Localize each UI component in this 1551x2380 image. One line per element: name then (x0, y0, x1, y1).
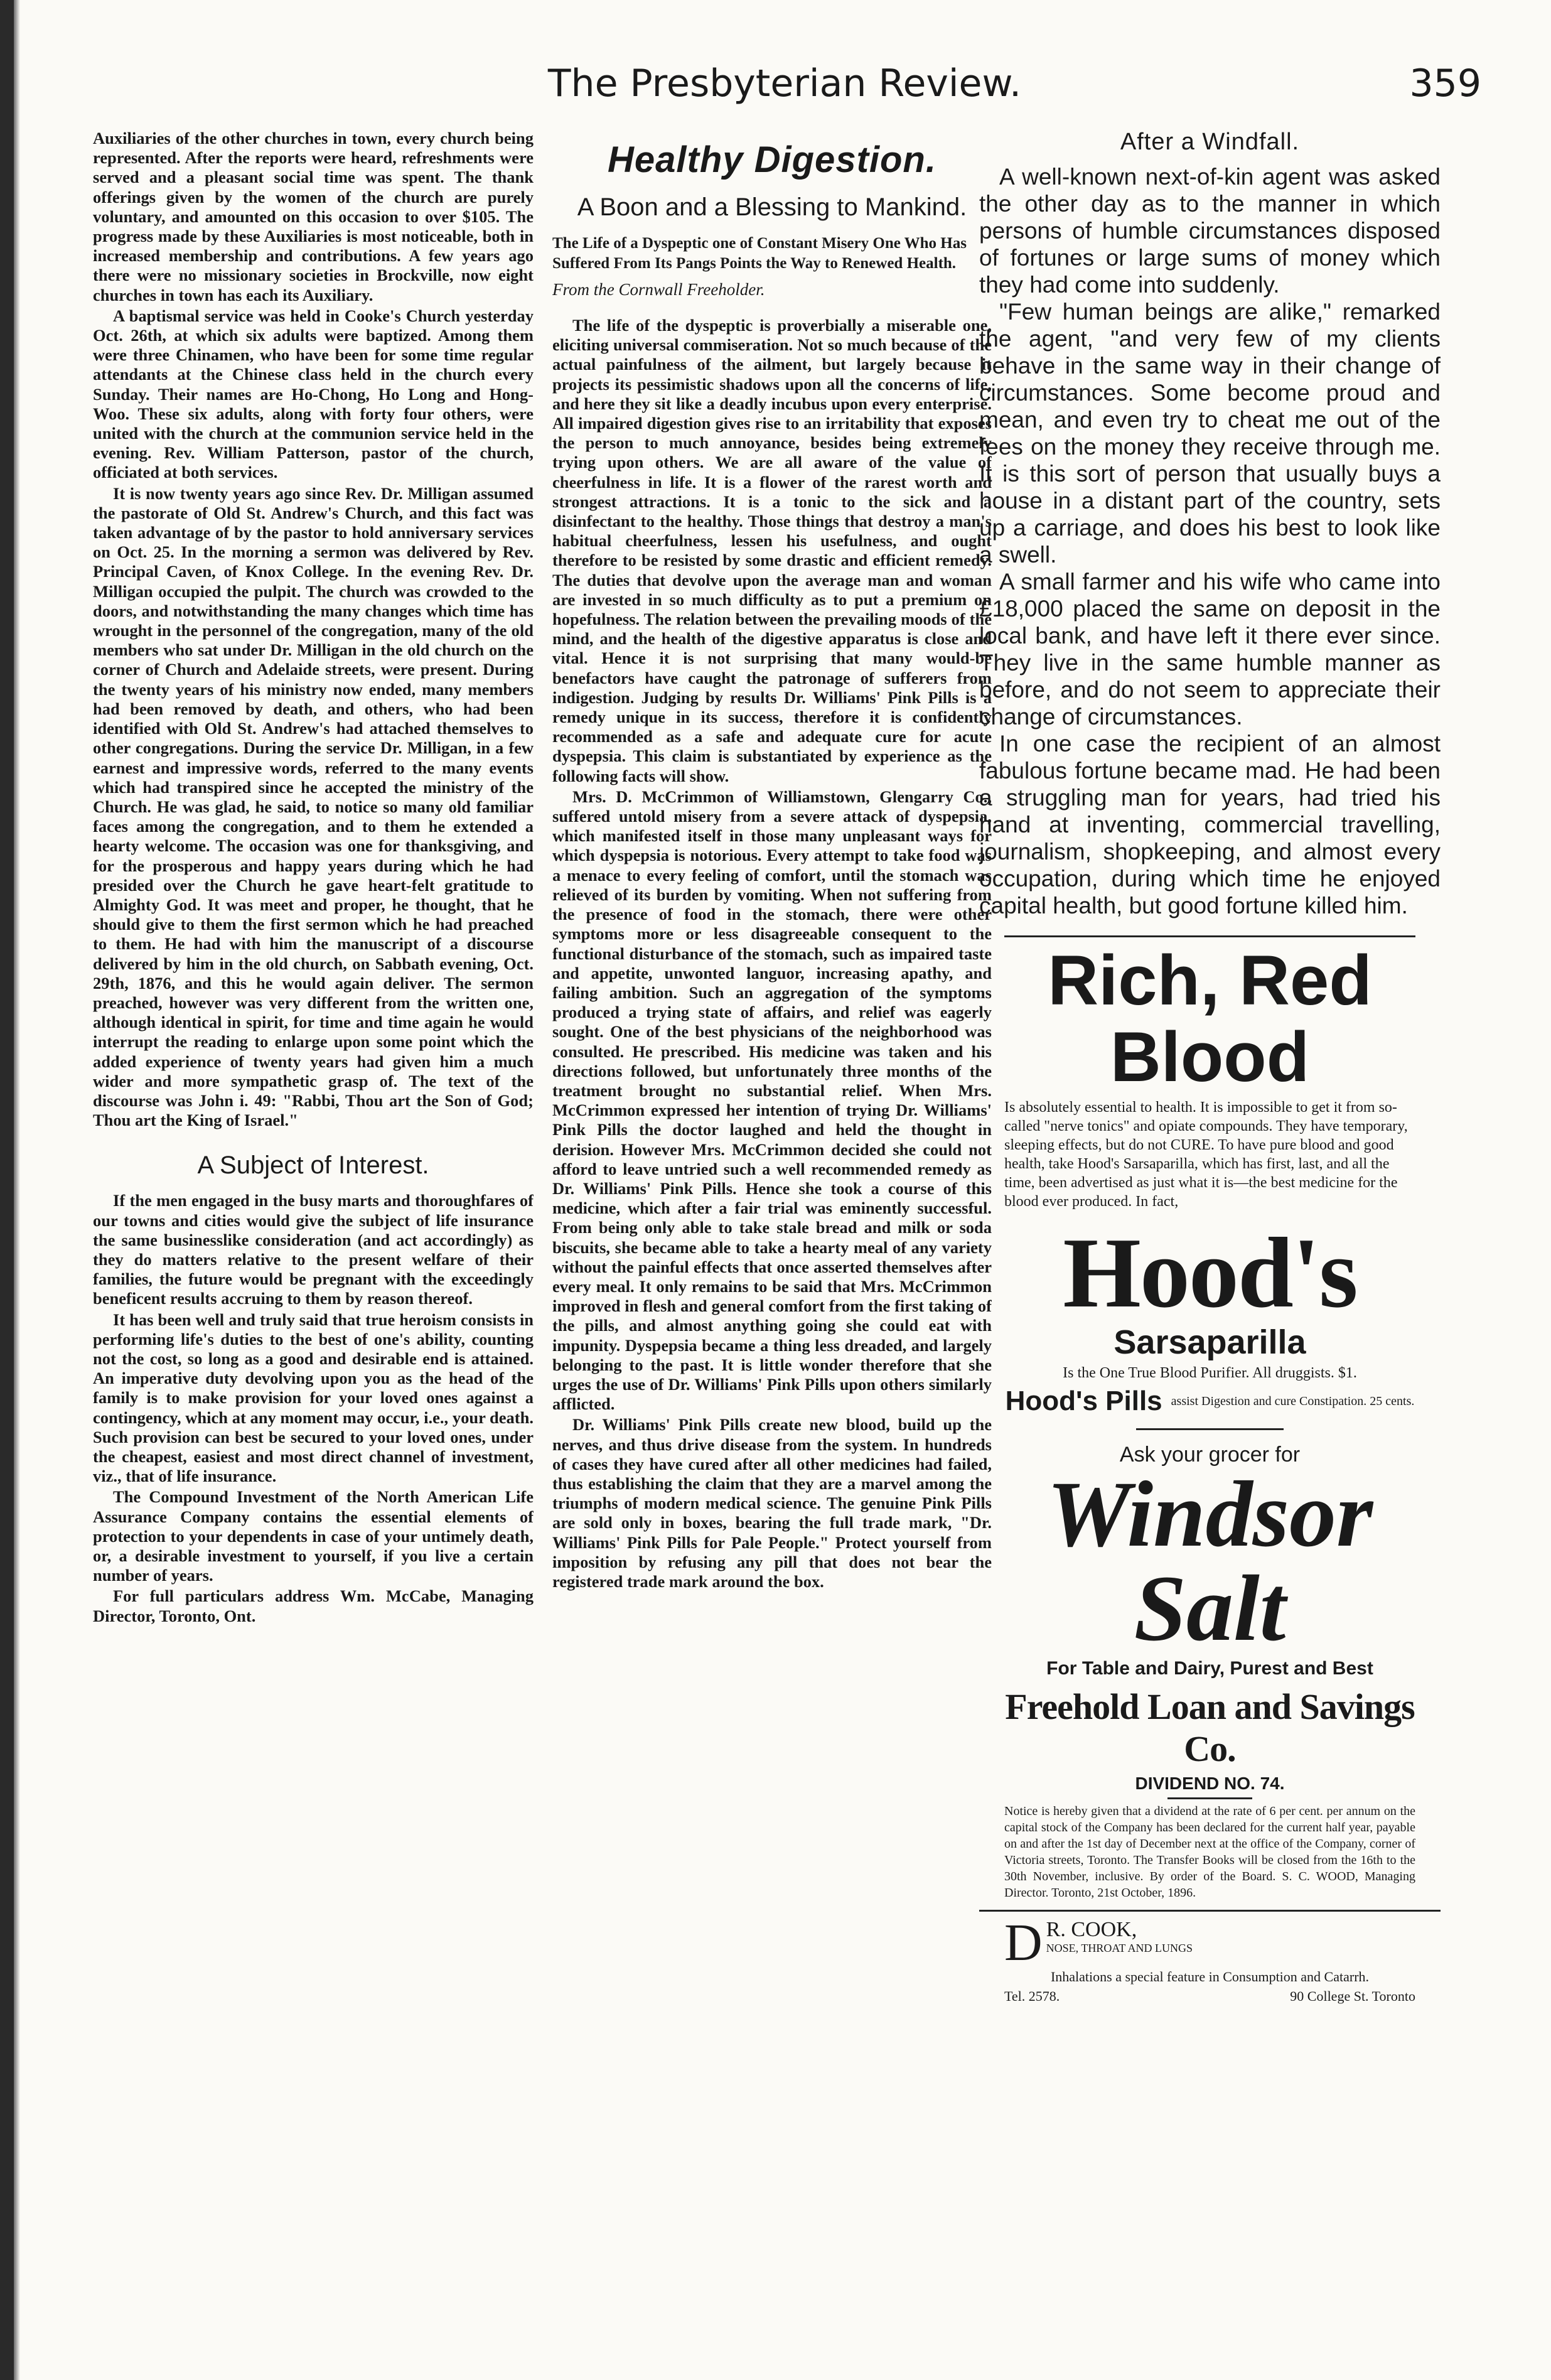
hoods-ad-body: Is absolutely essential to health. It is impossible to get it from so-called "nerve tonics" and opiate compounds. They have temporary, sleeping effects, but do not CURE. To have pure blood and good health, take Hood's Sarsaparilla, which has first, last, and all the time, been advertised as just what it is—the best medicine for the blood ever produced. In fact, (1004, 1099, 1408, 1210)
hoods-pills-row (979, 1386, 1441, 1417)
hoods-advertisement (979, 941, 1441, 1417)
dr-cook-address: 90 College St. Toronto (1290, 1988, 1415, 2004)
column-3 (979, 129, 1441, 2332)
milligan-paragraph: It is now twenty years ago since Rev. Dr. Milligan assumed the pastorate of Old St. Andrew's Church, and this fact was taken advantage of by the pastor to hold anniversary services on Oct. 25. In the morning a sermon was delivered by Rev. Principal Caven, of Knox College. In the evening Rev. Dr. Milligan occupied the pulpit. The church was crowded to the doors, and notwithstanding the many changes which time has wrought in the personnel of the congregation, many of the old members who sat under Dr. Milligan in the old church on the corner of Church and Adelaide streets, were present. During the twenty years of his ministry now ended, many members had been removed by death, and others, who had been identified with Old St. Andrew's had attached themselves to other congregations. During the service Dr. Milligan, in a few earnest and impressive words, referred to the many events which had transpired since he accepted the ministry of the Church. He was glad, he said, to notice so many old familiar faces among the congregation, and to them he extended a hearty welcome. The occasion was one for thanksgiving, and for the prosperous and happy years during which he had presided over the Church he gave heart-felt gratitude to Almighty God. It was meet and proper, he thought, that he should give to them the first sermon which he had preached to them. He had with him the manuscript of a discourse delivered by him in the old church, on Sabbath evening, Oct. 29th, 1876, and this he would again deliver. The sermon preached, however was very different from the written one, although identical in spirit, for time and time again he would interrupt the reading to enlarge upon some point which the added experience of twenty years had given him a much wider and more sympathetic grasp of. The text of the discourse was John i. 49: "Rabbi, Thou art the Son of God; Thou art the King of Israel." (93, 483, 534, 1130)
blood-headline: Blood (1110, 1018, 1310, 1096)
dr-cook-initial: D (1004, 1914, 1043, 1972)
dr-cook-phone: Tel. 2578. (1004, 1988, 1060, 2004)
windfall-paragraph-3: A small farmer and his wife who came into £18,000 placed the same on deposit in the local bank, and have left it there ever since. They live in the same humble manner as before, and do not seem to appreciate their change of circumstances. (979, 569, 1441, 730)
binding-shadow (14, 0, 20, 2380)
dr-cook-header (1004, 1914, 1415, 1972)
windfall-paragraph-1: A well-known next-of-kin agent was asked the other day as to the manner in which persons of humble circumstances disposed of fortunes or large sums of money which they had come into suddenly. (979, 164, 1441, 298)
freehold-advertisement (979, 1686, 1441, 1912)
hoods-tagline: Is the One True Blood Purifier. All druggists. $1. (1063, 1365, 1357, 1381)
subject-of-interest-heading: A Subject of Interest. (197, 1151, 429, 1180)
boon-subheadline: A Boon and a Blessing to Mankind. (577, 193, 967, 221)
after-a-windfall-heading: After a Windfall. (1120, 129, 1300, 155)
windsor-salt-logo: Windsor Salt (1046, 1462, 1373, 1661)
dr-cook-specialty: NOSE, THROAT AND LUNGS (1046, 1942, 1193, 1954)
heroism-paragraph: It has been well and truly said that true heroism consists in performing life's duties to the best of one's ability, counting not the cost, so long as a good and desirable end is attained. An imperative duty devolving upon you as the head of the family is to make provision for your loved ones against a contingency, which at any moment may occur, i.e., your death. Such provision can best be secured to your loved ones, under the cheapest, easiest and most direct channel of investment, viz., that of life insurance. (93, 1310, 534, 1486)
hoods-pills-label: Hood's Pills (1005, 1386, 1162, 1416)
windfall-paragraph-4: In one case the recipient of an almost fabulous fortune became mad. He had been a struggling man for years, had tried his hand at inventing, commercial travelling, journalism, shopkeeping, and almost every occupation, during which time he enjoyed capital health, but good fortune killed him. (979, 731, 1441, 918)
dyspeptic-paragraph: The life of the dyspeptic is proverbially a miserable one, eliciting universal commiseration. Not so much because of the actual painfulness of the ailment, but largely because it projects its pessimistic shadows upon all the concerns of life, and here they sit like a deadly incubus upon every enterprise. All impaired digestion gives rise to an irritability that exposes the person to much annoyance, besides being extremely trying upon others. We are all aware of the value of cheerfulness in life. It is a flower of the rarest worth and strongest attractions. It is a tonic to the sick and a disinfectant to the healthy. Those things that destroy a man's habitual cheerfulness, lessen his usefulness, and ought therefore to be resisted by some drastic and efficient remedy. The duties that devolve upon the average man and woman are invested in so much difficulty as to put a premium on hopefulness. The relation between the prevailing moods of the mind, and the health of the digestive apparatus is close and vital. Hence it is not surprising that many would-be benefactors have caught the patronage of sufferers from indigestion. Judging by results Dr. Williams' Pink Pills is a remedy unique in its success, therefore it is confidently recommended as a safe and adequate cure for acute dyspepsia. This claim is substantiated by experience as the following facts will show. (552, 316, 992, 785)
compound-investment-paragraph: The Compound Investment of the North American Life Assurance Company contains the essential elements of protection to your dependents in case of your untimely death, or, a desirable investment to yourself, if you live a certain number of years. (93, 1487, 534, 1585)
dr-cook-name: R. COOK, (1046, 1918, 1137, 1941)
column-1 (93, 129, 534, 2332)
baptismal-paragraph: A baptismal service was held in Cooke's Church yesterday Oct. 26th, at which six adults were baptized. Among them were three Chinamen, who have been for some time regular attendants at the Chinese class held in the church every Sunday. Their names are Ho-Chong, Ho Long and Hong-Woo. These six adults, along with forty four others, were united with the church at the communion service held in the evening. Rev. William Patterson, pastor of the church, officiated at both services. (93, 306, 534, 482)
windsor-tagline: For Table and Dairy, Purest and Best (1046, 1658, 1373, 1679)
sarsaparilla-label: Sarsaparilla (1114, 1323, 1306, 1361)
windsor-salt-advertisement (979, 1443, 1441, 1679)
masthead (88, 62, 1481, 118)
dr-cook-footer (1004, 1988, 1415, 2005)
hoods-brand: Hood's (1063, 1217, 1357, 1328)
grocer-line: Ask your grocer for (1119, 1443, 1301, 1467)
pink-pills-paragraph: Dr. Williams' Pink Pills create new blood, build up the nerves, and thus drive disease from the system. In hundreds of cases they have cured after all other medicines had failed, thus establishing the claim that they are a marvel among the triumphs of modern medical science. The genuine Pink Pills are sold only in boxes, bearing the full trade mark, "Dr. Williams' Pink Pills for Pale People." Protect yourself from imposition by refusing any pill that does not bear the registered trade mark around the box. (552, 1415, 992, 1591)
binding-edge (0, 0, 14, 2380)
publication-title: The Presbyterian Review. (547, 62, 1022, 105)
dr-cook-name-block (1046, 1918, 1193, 1955)
freehold-title: Freehold Loan and Savings Co. (1005, 1686, 1415, 1769)
column-2 (552, 129, 992, 2332)
windfall-paragraph-2: "Few human beings are alike," remarked the agent, "and very few of my clients behave in the same way in their change of circumstances. Some become proud and mean, and even try to cheat me out of the fees on the money they receive through me. It is this sort of person that usually buys a house in a distant part of the country, sets up a carriage, and does his best to look like a swell. (979, 299, 1441, 568)
hoods-pills-note: assist Digestion and cure Constipation. 25 cents. (1171, 1394, 1415, 1408)
dr-cook-description: Inhalations a special feature in Consumption and Catarrh. (1050, 1969, 1370, 1984)
life-insurance-paragraph: If the men engaged in the busy marts and thoroughfares of our towns and cities would give the subject of life insurance the same businesslike consideration (and act accordingly) as they do matters relative to the present welfare of their families, the future would be pregnant with the exceedingly beneficent results accruing to them by reason thereof. (93, 1191, 534, 1308)
particulars-paragraph: For full particulars address Wm. McCabe, Managing Director, Toronto, Ont. (93, 1586, 534, 1625)
rich-red-headline: Rich, Red (1048, 941, 1372, 1020)
divider-rule-full (979, 1910, 1441, 1912)
divider-rule-short (1136, 1428, 1284, 1430)
article-source: From the Cornwall Freeholder. (552, 280, 765, 299)
divider-rule-tiny (1167, 1797, 1252, 1799)
mccrimmon-paragraph: Mrs. D. McCrimmon of Williamstown, Glengarry Co., suffered untold misery from a severe attack of dyspepsia, which manifested itself in those many unpleasant ways for which dyspepsia is notorious. Every attempt to take food was a menace to every feeling of comfort, until the stomach was relieved of its burden by vomiting. When not suffering from the presence of food in the stomach, there were other symptoms more or less disagreeable consequent to the functional disturbance of the stomach, such as impaired taste and appetite, unwonted languor, increasing apathy, and failing ambition. Such an aggregation of the symptoms produced a trying state of affairs, and relief was eagerly sought. One of the best physicians of the neighborhood was consulted. He prescribed. His medicine was taken and his directions followed, but unfortunately three months of the treatment brought no substantial relief. When Mrs. McCrimmon expressed her intention of trying Dr. Williams' Pink Pills the doctor laughed and held the thought in derision. However Mrs. McCrimmon decided she could not afford to leave untried such a well recommended remedy as Dr. Williams' Pink Pills. Hence she took a course of this medicine, which after a fair trial was eminently successful. From being only able to take stale bread and milk or soda biscuits, she became able to take a hearty meal of any variety without the painful effects that once asserted themselves after every meal. It only remains to be said that Mrs. McCrimmon improved in flesh and general comfort from the first taking of the pills, and almost anything going she could eat with impunity. Dyspepsia became a thing less dreaded, and largely belonging to the past. It is little wonder therefore that she urges the use of Dr. Williams' Pink Pills upon others similarly afflicted. (552, 787, 992, 1414)
page-number: 359 (1409, 62, 1481, 105)
auxiliaries-paragraph: Auxiliaries of the other churches in town, every church being represented. After the reports were heard, refreshments were served and a pleasant social time was spent. The thank offerings given by the women of the church are purely voluntary, and amounted on this occasion to over $105. The progress made by these Auxiliaries is most noticeable, both in increased membership and contributions. A few years ago there were no missionary societies in Brockville, now eight churches in town has each its Auxiliary. (93, 129, 534, 304)
divider-rule (1004, 935, 1415, 937)
dividend-notice: Notice is hereby given that a dividend at the rate of 6 per cent. per annum on the capital stock of the Company has been declared for the current half year, payable on and after the 1st day of December next at the office of the Company, corner of Victoria streets, Toronto. The Transfer Books will be closed from the 16th to the 30th November, inclusive. By order of the Board. S. C. WOOD, Managing Director. Toronto, 21st October, 1896. (1004, 1804, 1415, 1900)
dr-cook-advertisement (979, 1914, 1441, 2005)
article-deck: The Life of a Dyspeptic one of Constant Misery One Who Has Suffered From Its Pangs Points the Way to Renewed Health. (552, 235, 967, 272)
healthy-digestion-headline: Healthy Digestion. (608, 139, 937, 180)
dividend-label: DIVIDEND NO. 74. (1135, 1774, 1285, 1793)
